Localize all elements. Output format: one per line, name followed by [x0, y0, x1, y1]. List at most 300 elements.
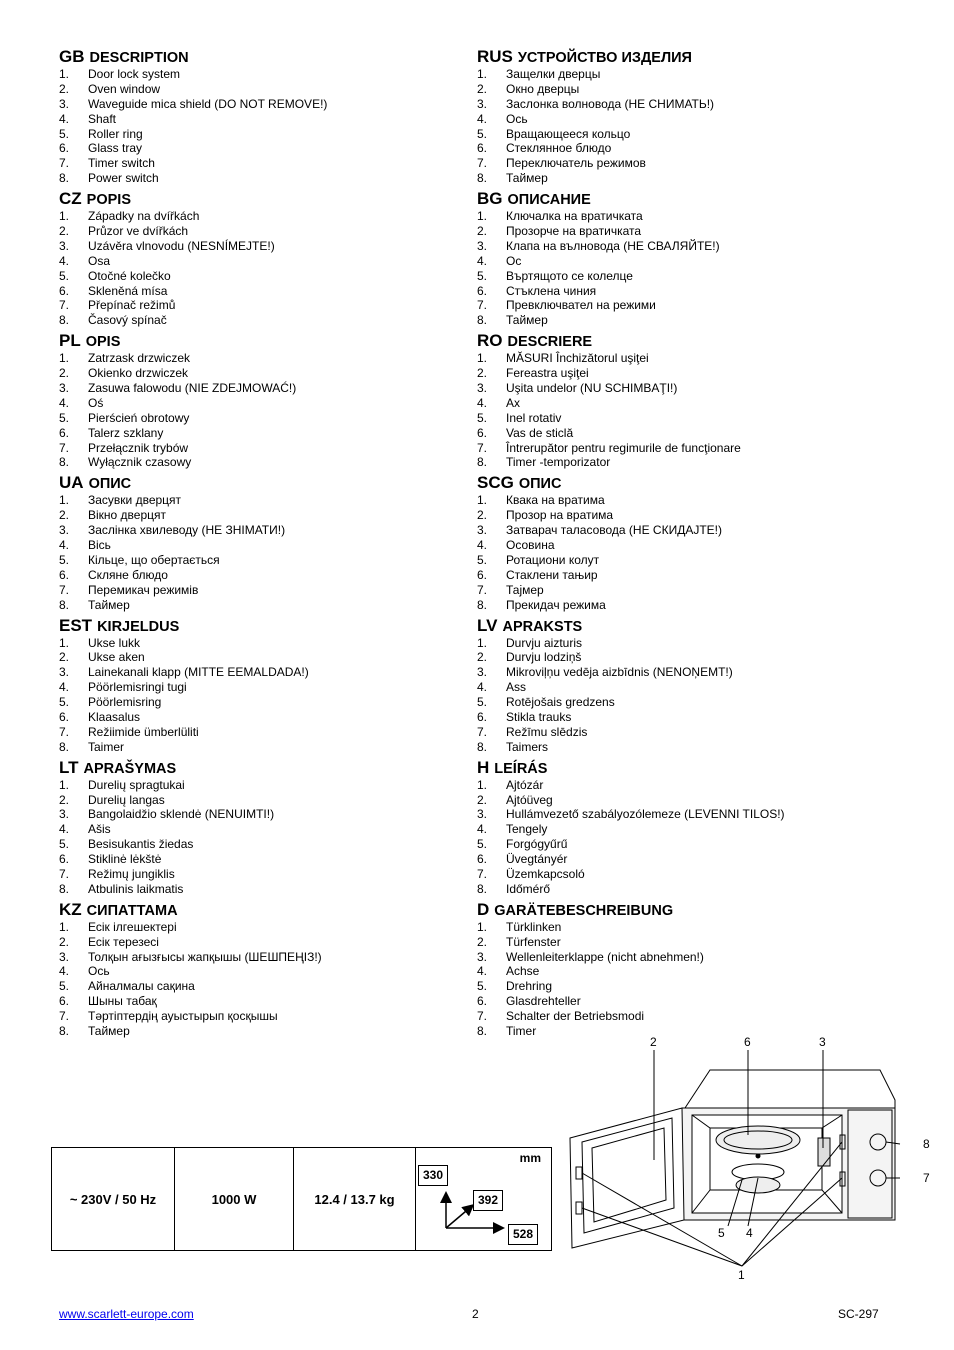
item-text: Ajtóüveg — [506, 792, 553, 807]
item-text: Roller ring — [88, 126, 143, 141]
item-number: 8. — [59, 171, 70, 186]
item-number: 8. — [477, 171, 488, 186]
item-number: 5. — [59, 126, 70, 141]
item-number: 1. — [477, 209, 488, 224]
item-text: Mikroviļņu vedēja aizbīdnis (NENOŅEMT!) — [506, 665, 733, 680]
list-item — [477, 568, 897, 583]
item-text: Pierścień obrotowy — [88, 410, 190, 425]
item-text: Achse — [506, 964, 540, 979]
section-title — [59, 899, 479, 920]
list-item — [59, 269, 479, 284]
language-code: RUS — [477, 47, 513, 66]
item-number: 7. — [477, 298, 488, 313]
list-item — [477, 67, 897, 82]
list-item — [59, 778, 479, 793]
item-number: 2. — [477, 224, 488, 239]
item-text: Durelių spragtukai — [88, 777, 185, 792]
section-heading: APRAŠYMAS — [83, 760, 177, 777]
item-number: 1. — [59, 351, 70, 366]
section-title — [59, 46, 479, 67]
left-column — [59, 44, 479, 1039]
item-text: Hullámvezető szabályozólemeze (LEVENNI TILOS!) — [506, 807, 785, 822]
list-item — [59, 882, 479, 897]
item-text: Glasdrehteller — [506, 994, 581, 1009]
language-code: EST — [59, 615, 93, 635]
item-number: 3. — [477, 807, 488, 822]
item-number: 6. — [477, 425, 488, 440]
list-item — [59, 351, 479, 366]
item-number: 7. — [477, 724, 488, 739]
item-number: 7. — [59, 582, 70, 597]
list-item — [477, 82, 897, 97]
item-number: 4. — [59, 253, 70, 268]
item-text: Rotējošais gredzens — [506, 695, 615, 710]
list-item — [477, 171, 897, 186]
label-2: 2 — [650, 1035, 657, 1049]
item-text: Ос — [506, 253, 522, 268]
list-item — [477, 351, 897, 366]
section-title — [59, 615, 479, 636]
item-text: Door lock system — [88, 67, 181, 81]
item-text: Taimer — [88, 739, 125, 754]
item-number: 3. — [477, 381, 488, 396]
website-link[interactable]: www.scarlett-europe.com — [59, 1307, 194, 1321]
parts-list — [477, 778, 897, 897]
item-number: 6. — [477, 709, 488, 724]
item-number: 4. — [477, 964, 488, 979]
item-number: 5. — [59, 979, 70, 994]
item-number: 2. — [59, 508, 70, 523]
item-number: 7. — [59, 1009, 70, 1024]
item-number: 6. — [477, 994, 488, 1009]
item-text: Waveguide mica shield (DO NOT REMOVE!) — [88, 96, 328, 111]
section-heading: OPIS — [85, 334, 121, 351]
item-number: 8. — [477, 313, 488, 328]
item-text: Окно дверцы — [506, 81, 580, 96]
item-number: 1. — [59, 635, 70, 650]
item-text: Inel rotativ — [506, 410, 562, 425]
item-text: Wyłącznik czasowy — [88, 455, 192, 470]
item-text: Таймер — [88, 1023, 130, 1038]
item-number: 8. — [59, 1023, 70, 1038]
parts-list — [477, 209, 897, 328]
item-text: Pöörlemisringi tugi — [88, 680, 187, 695]
list-item — [59, 284, 479, 299]
item-text: Тәртіптердің ауыстырып қосқышы — [88, 1009, 278, 1024]
list-item — [59, 171, 479, 186]
parts-list — [59, 209, 479, 328]
list-item — [477, 650, 897, 665]
parts-list — [477, 636, 897, 755]
list-item — [59, 920, 479, 935]
dim-depth: 392 — [473, 1190, 503, 1211]
item-number: 1. — [59, 919, 70, 934]
language-code: LV — [477, 615, 498, 635]
item-text: Uşita undelor (NU SCHIMBAŢI!) — [506, 381, 678, 396]
item-text: Защелки дверцы — [506, 67, 601, 81]
item-text: Осовина — [506, 538, 555, 553]
list-item — [59, 740, 479, 755]
item-text: Вращающееся кольцо — [506, 126, 631, 141]
item-number: 6. — [477, 852, 488, 867]
right-column — [477, 44, 897, 1039]
item-number: 1. — [477, 493, 488, 508]
list-item — [59, 665, 479, 680]
item-number: 1. — [59, 777, 70, 792]
item-number: 2. — [59, 366, 70, 381]
section-title — [59, 472, 479, 493]
item-text: Oven window — [88, 81, 161, 96]
list-item — [59, 426, 479, 441]
item-number: 6. — [59, 425, 70, 440]
item-number: 2. — [477, 934, 488, 949]
item-text: Ašis — [88, 822, 111, 837]
item-number: 4. — [477, 111, 488, 126]
list-item — [477, 950, 897, 965]
item-number: 3. — [477, 96, 488, 111]
item-text: Okienko drzwiczek — [88, 366, 189, 381]
item-text: Forgógyűrű — [506, 837, 568, 852]
item-number: 7. — [59, 724, 70, 739]
item-text: Wellenleiterklappe (nicht abnehmen!) — [506, 949, 704, 964]
item-text: Skleněná mísa — [88, 283, 168, 298]
item-number: 4. — [477, 538, 488, 553]
list-item — [59, 381, 479, 396]
item-text: Režiimide ümberlüliti — [88, 724, 199, 739]
item-text: Pöörlemisring — [88, 695, 162, 710]
section-title — [59, 330, 479, 351]
label-6: 6 — [744, 1035, 751, 1049]
item-text: Schalter der Betriebsmodi — [506, 1009, 645, 1024]
item-text: Заслінка хвилеводу (НЕ ЗНІМАТИ!) — [88, 523, 286, 538]
section-heading: ОПИС — [88, 476, 132, 493]
item-text: Стаклени тањир — [506, 567, 598, 582]
item-number: 6. — [477, 567, 488, 582]
item-text: Тајмер — [506, 582, 544, 597]
item-number: 3. — [59, 96, 70, 111]
item-text: Ax — [506, 395, 521, 410]
list-item — [59, 209, 479, 224]
section-title — [477, 472, 897, 493]
item-text: Tengely — [506, 822, 548, 837]
item-text: Прозорче на вратичката — [506, 224, 642, 239]
item-number: 2. — [477, 366, 488, 381]
list-item — [59, 156, 479, 171]
item-text: Ось — [88, 964, 110, 979]
item-text: Klaasalus — [88, 709, 141, 724]
spec-voltage: ~ 230V / 50 Hz — [52, 1148, 175, 1250]
item-text: Taimers — [506, 739, 549, 754]
item-text: Türklinken — [506, 919, 562, 934]
item-number: 6. — [477, 283, 488, 298]
item-text: Fereastra uşiţei — [506, 366, 589, 381]
item-text: Întrerupător pentru regimurile de funcţionare — [506, 440, 741, 455]
item-number: 2. — [477, 792, 488, 807]
parts-list — [477, 67, 897, 186]
list-item — [477, 426, 897, 441]
item-number: 4. — [477, 395, 488, 410]
label-5: 5 — [718, 1226, 725, 1240]
list-item — [59, 366, 479, 381]
section-heading: ОПИС — [518, 476, 562, 493]
list-item — [59, 127, 479, 142]
parts-list — [59, 351, 479, 470]
language-code: BG — [477, 189, 503, 209]
item-text: Стеклянное блюдо — [506, 141, 612, 156]
list-item — [477, 710, 897, 725]
item-number: 2. — [59, 934, 70, 949]
item-text: Ротациони колут — [506, 552, 600, 567]
item-number: 8. — [59, 455, 70, 470]
list-item — [59, 680, 479, 695]
language-code: UA — [59, 473, 84, 493]
item-number: 5. — [477, 979, 488, 994]
item-number: 8. — [477, 455, 488, 470]
item-number: 6. — [59, 283, 70, 298]
item-text: Shaft — [88, 111, 117, 126]
item-text: Скляне блюдо — [88, 567, 168, 582]
microwave-illustration-icon — [560, 1030, 940, 1290]
item-number: 2. — [477, 650, 488, 665]
item-number: 8. — [59, 597, 70, 612]
item-number: 4. — [477, 680, 488, 695]
list-item — [59, 807, 479, 822]
item-number: 5. — [477, 410, 488, 425]
item-number: 5. — [477, 695, 488, 710]
item-number: 1. — [477, 351, 488, 366]
item-number: 8. — [59, 739, 70, 754]
list-item — [59, 695, 479, 710]
list-item — [59, 935, 479, 950]
list-item — [477, 381, 897, 396]
item-text: Ajtózár — [506, 777, 544, 792]
item-text: Timer -temporizator — [506, 455, 611, 470]
item-text: Кільце, що обертається — [88, 552, 220, 567]
list-item — [59, 298, 479, 313]
item-text: Превключвател на режими — [506, 298, 656, 313]
list-item — [59, 441, 479, 456]
parts-list — [59, 920, 479, 1039]
list-item — [59, 396, 479, 411]
item-number: 7. — [477, 866, 488, 881]
item-text: Glass tray — [88, 141, 143, 156]
item-number: 6. — [477, 141, 488, 156]
item-number: 7. — [59, 156, 70, 171]
specifications-table — [51, 1147, 552, 1251]
language-code: LT — [59, 757, 79, 777]
list-item — [477, 127, 897, 142]
list-item — [477, 298, 897, 313]
list-item — [59, 67, 479, 82]
item-text: Прозор на вратима — [506, 508, 614, 523]
list-item — [477, 695, 897, 710]
list-item — [477, 553, 897, 568]
list-item — [477, 920, 897, 935]
item-number: 8. — [477, 1023, 488, 1038]
item-number: 3. — [59, 807, 70, 822]
list-item — [59, 411, 479, 426]
list-item — [477, 598, 897, 613]
item-text: Zasuwa falowodu (NIE ZDEJMOWAĆ!) — [88, 381, 297, 396]
item-text: Клапа на вълновода (НЕ СВАЛЯЙТЕ!) — [506, 238, 720, 253]
list-item — [477, 269, 897, 284]
section-heading: DESCRIERE — [507, 334, 593, 351]
list-item — [477, 680, 897, 695]
item-number: 8. — [59, 313, 70, 328]
list-item — [477, 493, 897, 508]
parts-list — [477, 493, 897, 612]
list-item — [477, 740, 897, 755]
list-item — [59, 636, 479, 651]
list-item — [59, 725, 479, 740]
section-heading: GARÄTEBESCHREIBUNG — [494, 902, 674, 919]
list-item — [59, 254, 479, 269]
list-item — [59, 598, 479, 613]
list-item — [59, 710, 479, 725]
list-item — [477, 852, 897, 867]
list-item — [59, 97, 479, 112]
item-number: 6. — [59, 852, 70, 867]
language-code: SCG — [477, 473, 514, 493]
list-item — [59, 455, 479, 470]
list-item — [477, 979, 897, 994]
section-heading: POPIS — [86, 192, 131, 209]
item-number: 6. — [59, 994, 70, 1009]
label-3: 3 — [819, 1035, 826, 1049]
label-8: 8 — [923, 1137, 930, 1151]
language-code: GB — [59, 47, 85, 66]
list-item — [59, 650, 479, 665]
list-item — [477, 523, 897, 538]
item-text: Türfenster — [506, 934, 561, 949]
list-item — [59, 793, 479, 808]
microwave-diagram — [560, 1030, 940, 1290]
item-number: 5. — [59, 837, 70, 852]
item-text: Толқын ағызғысы жапқышы (ШЕШПЕҢІЗ!) — [88, 949, 322, 964]
list-item — [59, 553, 479, 568]
section-heading: СИПАТТАМА — [86, 902, 178, 919]
section-heading: LEÍRÁS — [494, 760, 548, 777]
list-item — [477, 209, 897, 224]
item-text: Квака на вратима — [506, 493, 605, 508]
list-item — [477, 313, 897, 328]
item-number: 1. — [477, 919, 488, 934]
language-code: H — [477, 757, 490, 777]
section-heading: ОПИСАНИЕ — [507, 192, 591, 209]
parts-list — [59, 636, 479, 755]
list-item — [59, 538, 479, 553]
item-text: Стъклена чиния — [506, 283, 597, 298]
item-text: Západky na dvířkách — [88, 209, 200, 224]
item-text: Atbulinis laikmatis — [88, 881, 184, 896]
item-number: 4. — [59, 964, 70, 979]
list-item — [477, 508, 897, 523]
item-number: 8. — [477, 881, 488, 896]
item-text: Durvju lodziņš — [506, 650, 582, 665]
list-item — [59, 837, 479, 852]
item-text: Režimų jungiklis — [88, 866, 175, 881]
item-text: Ukse lukk — [88, 635, 141, 650]
dim-height: 330 — [418, 1165, 448, 1186]
item-text: Есік ілгешектері — [88, 919, 177, 934]
item-number: 3. — [477, 238, 488, 253]
item-number: 3. — [59, 238, 70, 253]
section-heading: APRAKSTS — [502, 618, 583, 635]
item-text: Прекидач режима — [506, 597, 606, 612]
spec-power: 1000 W — [175, 1148, 294, 1250]
item-text: Переключатель режимов — [506, 156, 646, 171]
list-item — [59, 994, 479, 1009]
item-number: 7. — [477, 582, 488, 597]
list-item — [477, 112, 897, 127]
item-text: Шыны табақ — [88, 994, 157, 1009]
item-number: 5. — [59, 552, 70, 567]
list-item — [477, 411, 897, 426]
section-title — [477, 330, 897, 351]
list-item — [477, 994, 897, 1009]
list-item — [477, 396, 897, 411]
list-item — [59, 867, 479, 882]
item-number: 1. — [59, 493, 70, 508]
item-number: 4. — [59, 111, 70, 126]
item-number: 6. — [59, 567, 70, 582]
parts-list — [477, 920, 897, 1039]
item-number: 7. — [477, 1009, 488, 1024]
item-text: Stikla trauks — [506, 709, 572, 724]
list-item — [59, 950, 479, 965]
item-text: Przełącznik trybów — [88, 440, 189, 455]
item-text: Заслонка волновода (НЕ СНИМАТЬ!) — [506, 96, 715, 111]
item-number: 5. — [477, 837, 488, 852]
language-code: D — [477, 899, 490, 919]
item-number: 8. — [59, 881, 70, 896]
list-item — [59, 523, 479, 538]
item-text: Засувки дверцят — [88, 493, 182, 508]
item-number: 4. — [59, 680, 70, 695]
list-item — [477, 97, 897, 112]
item-text: Osa — [88, 253, 111, 268]
parts-list — [59, 778, 479, 897]
parts-list — [59, 493, 479, 612]
item-text: Таймер — [506, 171, 548, 186]
item-number: 7. — [59, 298, 70, 313]
list-item — [477, 141, 897, 156]
list-item — [59, 583, 479, 598]
list-item — [59, 568, 479, 583]
item-text: Üzemkapcsoló — [506, 866, 585, 881]
list-item — [477, 882, 897, 897]
item-text: Перемикач режимів — [88, 582, 199, 597]
list-item — [477, 935, 897, 950]
item-text: Drehring — [506, 979, 553, 994]
list-item — [477, 807, 897, 822]
item-number: 7. — [59, 866, 70, 881]
section-title — [477, 615, 897, 636]
model-number: SC-297 — [838, 1307, 879, 1321]
list-item — [59, 313, 479, 328]
list-item — [477, 964, 897, 979]
language-code: RO — [477, 331, 503, 351]
item-number: 2. — [59, 81, 70, 96]
list-item — [477, 636, 897, 651]
parts-list — [477, 351, 897, 470]
item-number: 4. — [59, 822, 70, 837]
section-title — [477, 188, 897, 209]
item-text: Durelių langas — [88, 792, 165, 807]
list-item — [59, 964, 479, 979]
item-text: Uzávěra vlnovodu (NESNÍMEJTE!) — [88, 238, 275, 253]
label-7: 7 — [923, 1171, 930, 1185]
